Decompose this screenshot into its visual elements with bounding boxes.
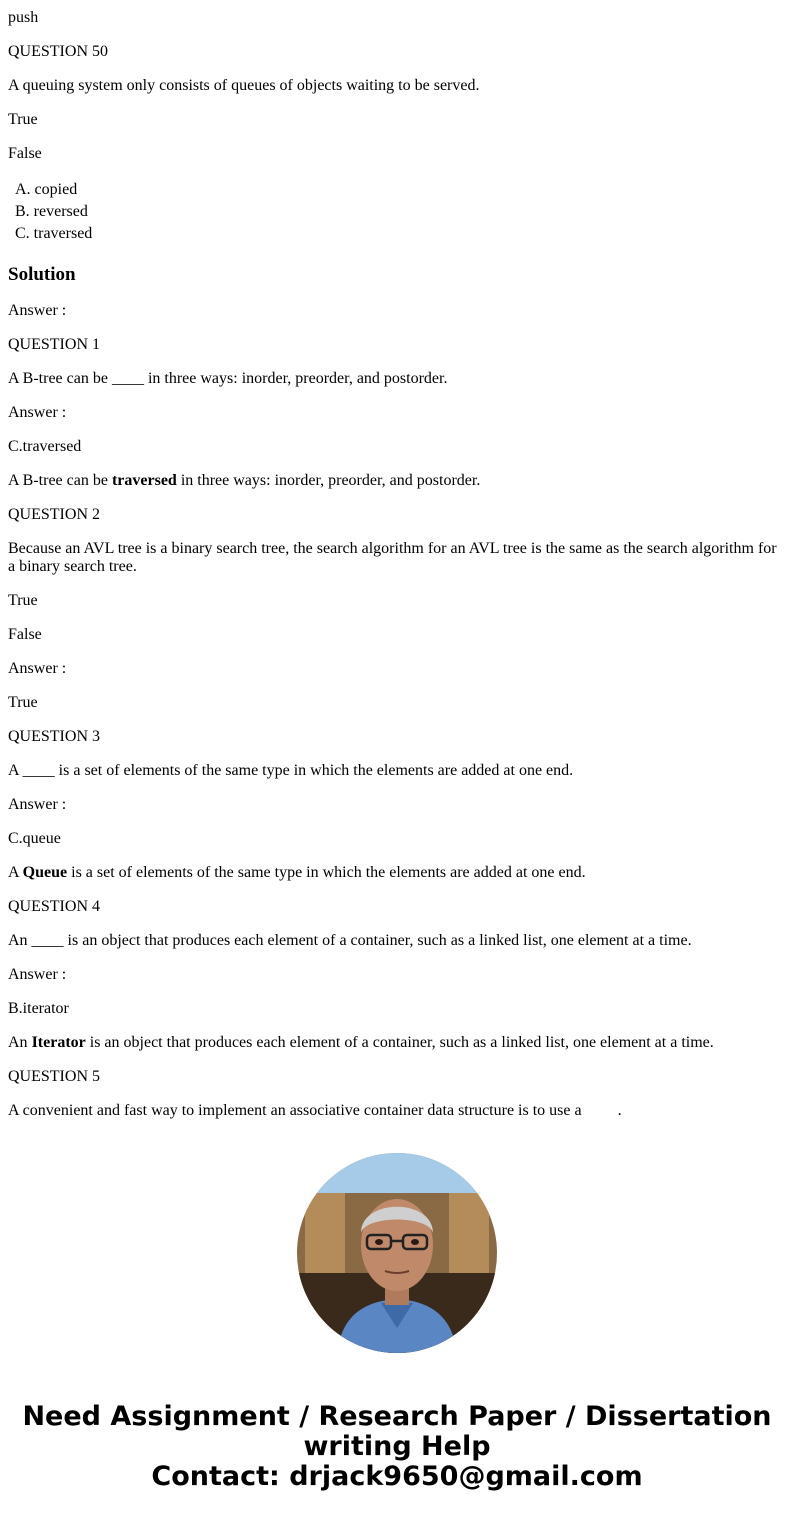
contact-banner — [0, 1402, 794, 1492]
question-3-keyword: Queue — [22, 864, 68, 881]
question-1-keyword: traversed — [111, 472, 177, 489]
question-2-option-true: True — [8, 592, 38, 609]
question-2-number: QUESTION 2 — [8, 506, 100, 523]
question-1-explanation: A B-tree can be traversed in three ways: inorder, preorder, and postorder. — [8, 472, 481, 489]
banner-line-1: Need Assignment / Research Paper / Dissertation — [22, 1401, 772, 1432]
banner-contact-email[interactable]: Contact: drjack9650@gmail.com — [151, 1461, 643, 1492]
question-2-option-false: False — [8, 626, 42, 643]
question-2-answer: True — [8, 694, 38, 711]
question-3-answer: C.queue — [8, 830, 61, 847]
author-avatar — [297, 1153, 497, 1353]
question-3-text: A ____ is a set of elements of the same type in which the elements are added at one end. — [8, 762, 574, 779]
solution-heading: Solution — [8, 264, 76, 285]
question-50-option-true: True — [8, 111, 38, 128]
question-1-answer: C.traversed — [8, 438, 82, 455]
question-50-text: A queuing system only consists of queues of objects waiting to be served. — [8, 77, 480, 94]
question-2-text: Because an AVL tree is a binary search tree, the search algorithm for an AVL tree is the same as the search algorithm for a binary search tree. — [8, 540, 777, 575]
question-4-answer-label: Answer : — [8, 966, 67, 983]
question-5-text: A convenient and fast way to implement an associative container data structure is to use a . — [8, 1102, 622, 1119]
question-5-number: QUESTION 5 — [8, 1068, 100, 1085]
stray-options-list — [8, 179, 786, 245]
document-body — [8, 0, 786, 1123]
stray-option: C. traversed — [15, 225, 93, 242]
question-3-number: QUESTION 3 — [8, 728, 100, 745]
question-4-explanation: An Iterator is an object that produces each element of a container, such as a linked list, one element at a time. — [8, 1034, 714, 1051]
question-50-number: QUESTION 50 — [8, 43, 108, 60]
question-4-keyword: Iterator — [31, 1034, 86, 1051]
banner-line-2: writing Help — [303, 1431, 491, 1462]
answer-label: Answer : — [8, 302, 67, 319]
question-50-option-false: False — [8, 145, 42, 162]
stray-option: B. reversed — [15, 203, 88, 220]
prev-tail-text: push — [8, 9, 39, 26]
question-3-answer-label: Answer : — [8, 796, 67, 813]
stray-option: A. copied — [15, 181, 78, 198]
question-1-number: QUESTION 1 — [8, 336, 100, 353]
question-2-answer-label: Answer : — [8, 660, 67, 677]
question-4-answer: B.iterator — [8, 1000, 69, 1017]
question-1-text: A B-tree can be ____ in three ways: inorder, preorder, and postorder. — [8, 370, 448, 387]
question-4-number: QUESTION 4 — [8, 898, 100, 915]
question-4-text: An ____ is an object that produces each element of a container, such as a linked list, one element at a time. — [8, 932, 692, 949]
author-portrait-image — [297, 1153, 497, 1353]
question-1-answer-label: Answer : — [8, 404, 67, 421]
question-3-explanation: A Queue is a set of elements of the same type in which the elements are added at one end. — [8, 864, 586, 881]
